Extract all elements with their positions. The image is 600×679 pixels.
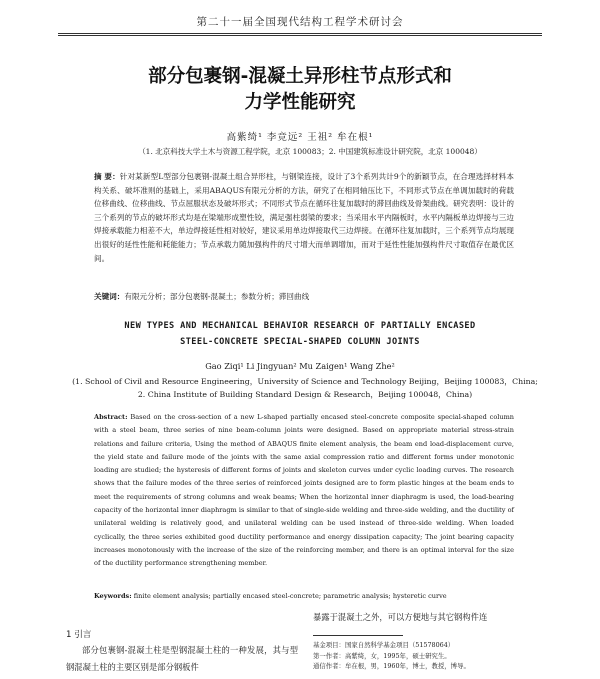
running-header: 第二十一届全国现代结构工程学术研讨会 <box>196 16 404 28</box>
abstract-en-text: Based on the cross-section of a new L-shaped partially encased steel-concrete composite special-shaped column with a steel beam, three series of nine beam-column joints were designed. Based on appropriate material stress-strain relations and failure criteria, Using the method of ABAQUS finite element analysis, the beam end load-displacement curve, the yield state and failure mode of the joints with the same axial compression ratio and different forms under monotonic loading are studied; the hysteresis of different forms of joints and skeleton curves under cyclic loading curves. The research shows that the failure modes of the three series of reinforced joints designed are to form plastic hinges at the beam ends to meet the requirements of strong columns and weak beams; When the horizontal inner diaphragm is used, the load-bearing capacity of the horizontal inner diaphragm is similar to that of single-side welding and three-side welding, and the ductility of unilateral welding is relatively good, and unilateral welding can be used instead of three-side welding. When loaded cyclically, the three series exhibited good ductility performance and energy dissipation capacity; The joint bearing capacity increases monotonously with the increase of the size of the reinforcing member, and there is an optimal interval for the size of the ductility performance strengthening member. <box>94 413 514 568</box>
footnote-first-author: 第一作者：高紫绮，女，1995年，硕士研究生。 <box>313 651 451 660</box>
footnotes <box>313 640 545 672</box>
keywords-en-text: finite element analysis; partially encased steel-concrete; parametric analysis; hysteretic curve <box>133 592 447 600</box>
affiliation-en <box>30 375 580 401</box>
footnote-funding: 基金项目：国家自然科学基金项目（51578064） <box>313 641 455 649</box>
intro-right-column: 暴露于混凝土之外，可以方便地与其它钢构件连 <box>313 612 488 622</box>
abstract-en <box>94 411 514 571</box>
title-cn-line-1: 部分包裹钢-混凝土异形柱节点形式和 <box>148 66 452 87</box>
title-en-line-2: STEEL-CONCRETE SPECIAL-SHAPED COLUMN JOINTS <box>180 337 420 347</box>
keywords-cn-label: 关键词： <box>94 292 125 301</box>
affiliation-cn: （1. 北京科技大学土木与资源工程学院，北京 100083；2. 中国建筑标准设计研究院，北京 100048） <box>138 147 482 156</box>
abstract-cn-label: 摘 要： <box>94 172 120 181</box>
footnote-rule <box>313 635 403 636</box>
footnote-corresponding-author: 通信作者：牟在根，男，1960年，博士，教授，博导。 <box>313 662 470 670</box>
paper-title-en <box>40 318 560 350</box>
header-rule <box>58 33 542 36</box>
authors-en: Gao Ziqi¹ Li Jingyuan² Mu Zaigen¹ Wang Zhe² <box>205 361 395 371</box>
paper-title-cn <box>40 64 560 116</box>
authors-cn: 高紫绮¹ 李竞远² 王祖² 牟在根¹ <box>226 132 374 143</box>
title-cn-line-2: 力学性能研究 <box>244 92 356 113</box>
title-en-line-1: NEW TYPES AND MECHANICAL BEHAVIOR RESEARCH OF PARTIALLY ENCASED <box>124 321 476 331</box>
keywords-cn <box>94 291 514 303</box>
affiliation-en-line-1: (1. School of Civil and Resource Engineering，University of Science and Technology Beijing，Beijing 100083，China; <box>72 377 538 386</box>
abstract-cn-text: 针对某新型L型部分包裹钢-混凝土组合异形柱，与钢梁连接，设计了3个系列共计9个的新颖节点，在合理选择材料本构关系、破坏准则的基础上，采用ABAQUS有限元分析的方法，研究了在相同轴压比下，不同形式节点在单调加载时的荷载位移曲线、位移曲线、节点屈服状态及破坏形式；不同形式节点在循环往复加载时的滞回曲线及骨架曲线。研究表明：设计的三个系列的节点的破坏形式均是在梁端形成塑性铰，满足强柱弱梁的要求；当采用水平内隔板时，水平内隔板单边焊接与三边焊接承载能力相差不大，单边焊接延性相对较好，建议采用单边焊接取代三边焊接。在循环往复加载时，三个系列节点均展现出很好的延性性能和耗能能力；节点承载力随加强构件的尺寸增大而单调增加，而对于延性性能加强构件尺寸取值存在最优区间。 <box>94 172 514 263</box>
abstract-en-label: Abstract: <box>94 413 128 421</box>
keywords-en <box>94 590 514 602</box>
keywords-en-label: Keywords: <box>94 592 132 600</box>
affiliation-en-line-2: 2. China Institute of Building Standard Design & Research，Beijing 100048，China) <box>137 390 473 399</box>
abstract-cn <box>94 170 514 265</box>
intro-heading: 1 引言 <box>66 630 92 640</box>
keywords-cn-text: 有限元分析；部分包裹钢-混凝土；参数分析；滞回曲线 <box>124 292 310 301</box>
intro-left-column: 部分包裹钢-混凝土柱是型钢混凝土柱的一种发展，其与型钢混凝土柱的主要区别是部分钢板件 <box>66 645 298 672</box>
